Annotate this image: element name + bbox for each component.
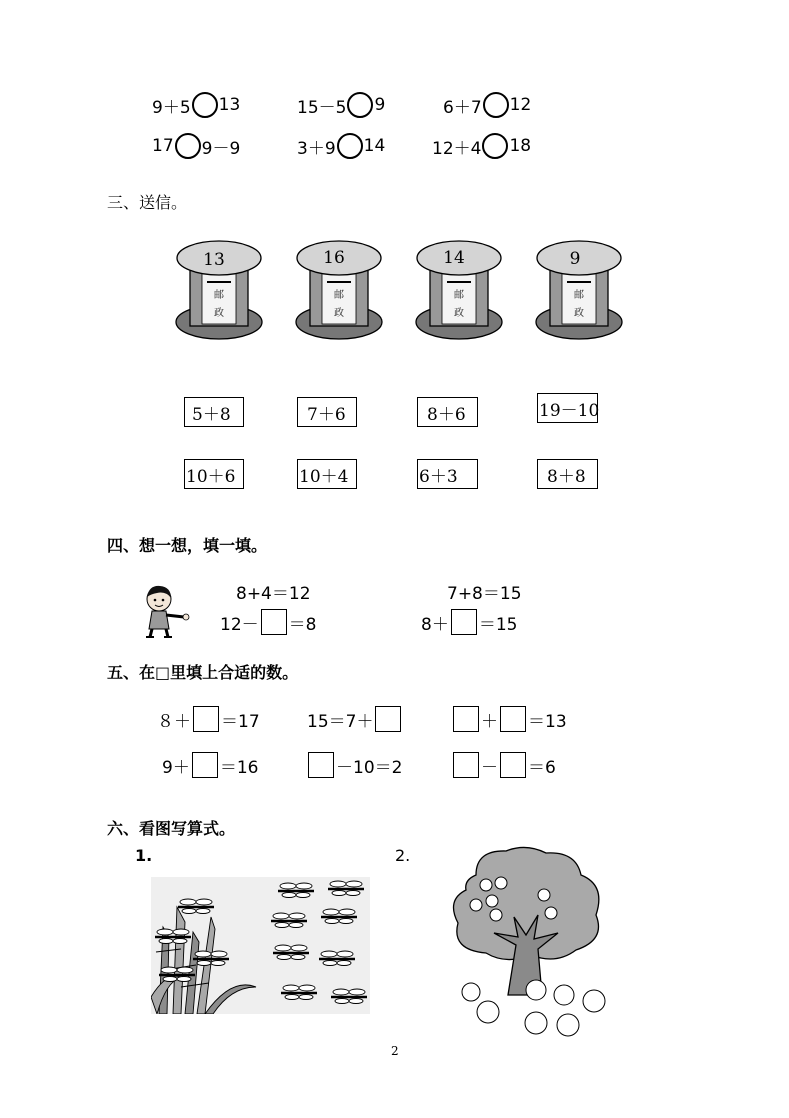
answer-box[interactable] xyxy=(308,752,334,778)
section3-heading: 三、送信。 xyxy=(107,193,188,212)
compare-right: 9－9 xyxy=(201,138,241,159)
compare-left: 6＋7 xyxy=(443,97,482,118)
fill-equation-5 xyxy=(306,752,402,778)
mailbox-label-bottom: 政 xyxy=(574,308,584,319)
answer-circle[interactable] xyxy=(347,92,373,118)
dragonflies-illustration xyxy=(151,877,370,1014)
answer-box[interactable] xyxy=(375,706,401,732)
mailbox-number: 9 xyxy=(569,249,581,269)
compare-left: 12＋4 xyxy=(432,138,482,159)
mailbox-4 xyxy=(532,236,626,342)
page-number: 2 xyxy=(391,1044,399,1058)
compare-left: 3＋9 xyxy=(297,138,336,159)
fill-equation-4 xyxy=(162,752,258,778)
mailbox-2 xyxy=(292,236,386,342)
letter-card[interactable]: 10＋4 xyxy=(297,459,357,489)
letter-card[interactable]: 6＋3 xyxy=(417,459,478,489)
answer-circle[interactable] xyxy=(192,92,218,118)
answer-box[interactable] xyxy=(192,752,218,778)
equation-prefix: 15＝7＋ xyxy=(307,711,374,732)
letter-card[interactable]: 8＋6 xyxy=(417,397,478,427)
mailbox-label-top: 邮 xyxy=(574,290,584,301)
compare-item-6 xyxy=(432,133,531,159)
mailbox-icon xyxy=(532,236,626,342)
answer-box[interactable] xyxy=(453,706,479,732)
compare-right: 12 xyxy=(509,95,532,115)
mailbox-label-bottom: 政 xyxy=(454,308,464,319)
equation-suffix: ＝17 xyxy=(221,711,260,732)
mailbox-label-bottom: 政 xyxy=(334,308,344,319)
mailbox-icon xyxy=(292,236,386,342)
fill-equation-left xyxy=(220,609,316,635)
mailbox-label-top: 邮 xyxy=(214,290,224,301)
compare-item-5 xyxy=(297,133,385,159)
problem-2-number: 2. xyxy=(395,846,411,865)
answer-box[interactable] xyxy=(193,706,219,732)
mailbox-icon xyxy=(172,236,266,342)
mailbox-3 xyxy=(412,236,506,342)
letter-card[interactable]: 19－10 xyxy=(537,393,598,423)
fill-equation-right xyxy=(421,609,517,635)
mailbox-icon xyxy=(412,236,506,342)
answer-box[interactable] xyxy=(451,609,477,635)
boy-icon xyxy=(144,584,194,638)
apple-tree-illustration xyxy=(446,845,612,1040)
answer-circle[interactable] xyxy=(483,92,509,118)
answer-box[interactable] xyxy=(261,609,287,635)
compare-left: 15－5 xyxy=(297,97,347,118)
compare-right: 9 xyxy=(374,95,386,115)
answer-box[interactable] xyxy=(500,706,526,732)
equation-suffix: －10＝2 xyxy=(336,757,403,778)
fill-equation-1 xyxy=(157,706,260,732)
answer-box[interactable] xyxy=(500,752,526,778)
equation-prefix: ８＋ xyxy=(157,711,191,732)
compare-item-1 xyxy=(152,92,240,118)
fill-equation-6 xyxy=(451,752,556,778)
equation-operator: － xyxy=(481,757,498,778)
letter-card[interactable]: 10＋6 xyxy=(184,459,244,489)
mailbox-number: 14 xyxy=(443,248,465,268)
problem-1-number: 1. xyxy=(135,846,153,865)
mailbox-label-top: 邮 xyxy=(334,290,344,301)
compare-right: 13 xyxy=(218,95,241,115)
compare-item-2 xyxy=(297,92,385,118)
letter-card[interactable]: 8＋8 xyxy=(537,459,598,489)
equation-prefix: 8＋ xyxy=(421,614,449,635)
equation-suffix: ＝6 xyxy=(528,757,556,778)
mailbox-label-top: 邮 xyxy=(454,290,464,301)
equation-prefix: 12－ xyxy=(220,614,259,635)
mailbox-number: 16 xyxy=(323,248,345,268)
compare-left: 9＋5 xyxy=(152,97,191,118)
given-equation-left: 8+4＝12 xyxy=(236,584,311,604)
dragonflies-picture xyxy=(151,877,370,1014)
equation-suffix: ＝8 xyxy=(288,614,317,635)
answer-circle[interactable] xyxy=(175,133,201,159)
given-equation-right: 7+8＝15 xyxy=(447,584,522,604)
equation-suffix: ＝13 xyxy=(528,711,567,732)
letter-card[interactable]: 7＋6 xyxy=(297,397,357,427)
fill-equation-2 xyxy=(307,706,403,732)
section6-heading: 六、看图写算式。 xyxy=(107,819,236,838)
compare-item-3 xyxy=(443,92,531,118)
section5-heading: 五、在□里填上合适的数。 xyxy=(107,663,299,682)
letter-card[interactable]: 5＋8 xyxy=(184,397,244,427)
mailbox-number: 13 xyxy=(203,250,225,270)
answer-box[interactable] xyxy=(453,752,479,778)
equation-operator: ＋ xyxy=(481,711,498,732)
boy-pointing-illustration xyxy=(144,584,194,638)
section4-heading: 四、想一想，填一填。 xyxy=(107,536,268,555)
equation-prefix: 9＋ xyxy=(162,757,190,778)
compare-right: 14 xyxy=(363,136,386,156)
compare-left: 17 xyxy=(152,136,174,156)
mailbox-1 xyxy=(172,236,266,342)
compare-item-4 xyxy=(152,133,240,159)
answer-circle[interactable] xyxy=(482,133,508,159)
fill-equation-3 xyxy=(451,706,567,732)
equation-suffix: ＝16 xyxy=(219,757,259,778)
compare-right: 18 xyxy=(509,136,532,156)
mailbox-label-bottom: 政 xyxy=(214,308,224,319)
apple-tree-picture xyxy=(446,845,612,1040)
equation-suffix: ＝15 xyxy=(478,614,518,635)
answer-circle[interactable] xyxy=(337,133,363,159)
